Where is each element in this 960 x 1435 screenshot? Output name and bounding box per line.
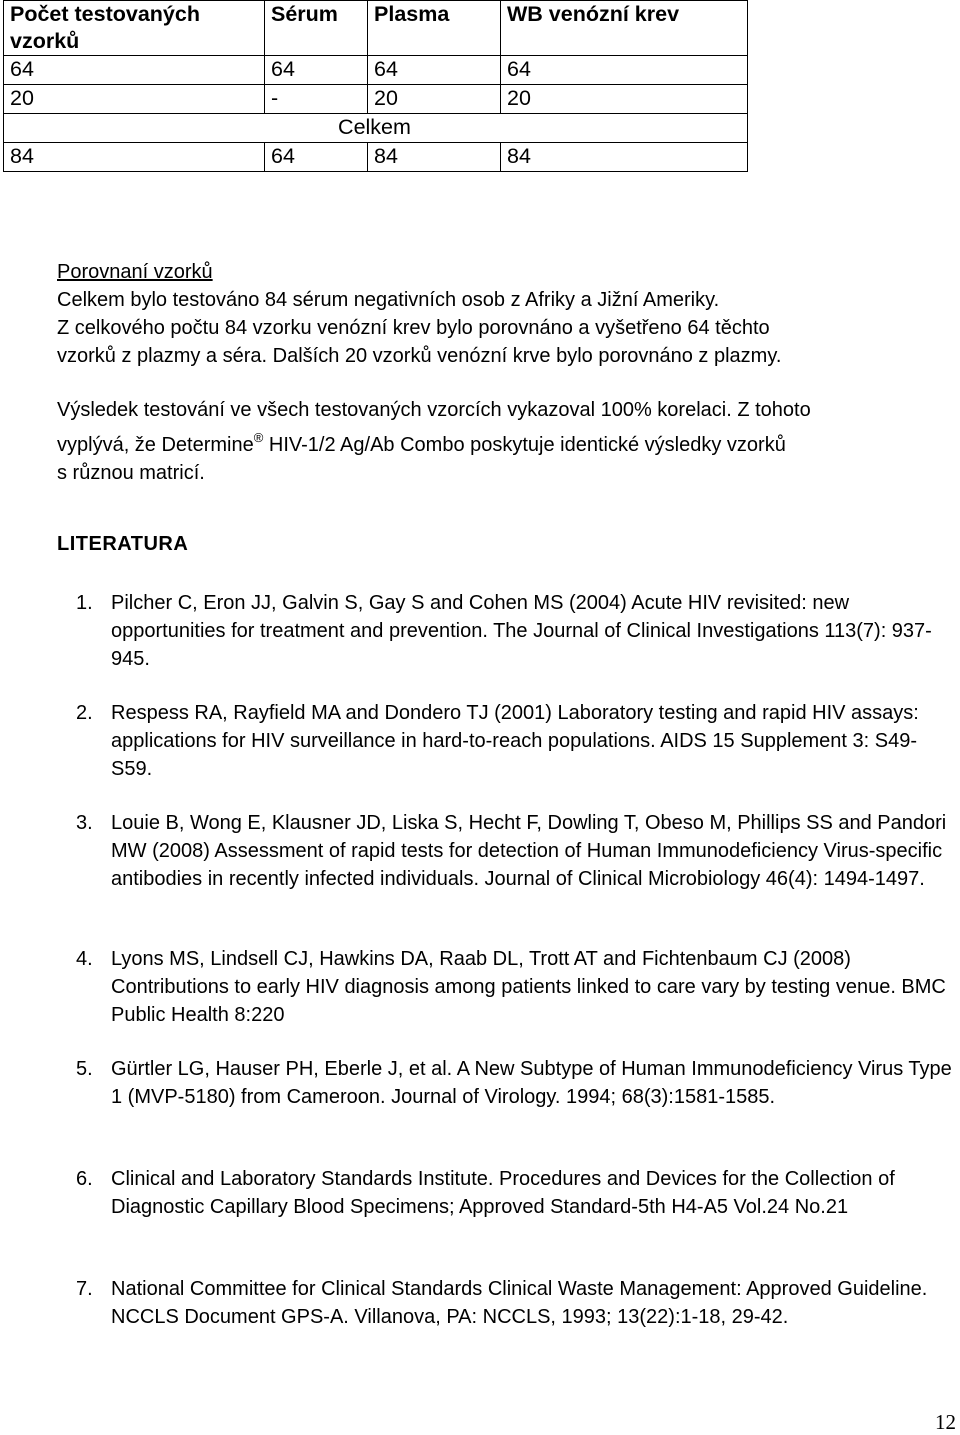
table-row	[4, 56, 748, 85]
table-cell: -	[265, 85, 368, 114]
comparison-line: Z celkového počtu 84 vzorku venózní krev bylo porovnáno a vyšetřeno 64 těchto	[57, 317, 770, 339]
reference-text: National Committee for Clinical Standards Clinical Waste Management: Approved Guideline. NCCLS Document GPS-A. Villanova, PA: NCCLS, 1993; 13(22):1-18, 29-42.	[111, 1278, 928, 1328]
table-cell: 64	[368, 56, 501, 85]
literature-heading: LITERATURA	[57, 533, 189, 555]
reference-number: 5.	[76, 1058, 93, 1080]
result-paragraph	[57, 396, 811, 487]
table-row	[4, 85, 748, 114]
reference-number: 1.	[76, 592, 93, 614]
comparison-line: vzorků z plazmy a séra. Dalších 20 vzorků venózní krve bylo porovnáno z plazmy.	[57, 345, 782, 367]
result-line-start: vyplývá, že Determine	[57, 434, 254, 456]
table-header-cell: Sérum	[265, 1, 368, 56]
table-header-cell: Počet testovaných vzorků	[4, 1, 265, 56]
table-cell: 84	[368, 143, 501, 172]
reference-text: Gürtler LG, Hauser PH, Eberle J, et al. A New Subtype of Human Immunodeficiency Virus Type 1 (MVP-5180) from Cameroon. Journal of Virology. 1994; 68(3):1581-1585.	[111, 1058, 952, 1108]
reference-text: Respess RA, Rayfield MA and Dondero TJ (2001) Laboratory testing and rapid HIV assays: applications for HIV surveillance in hard-to-reach populations. AIDS 15 Supplement 3: S49-S59.	[111, 702, 919, 780]
result-line: Výsledek testování ve všech testovaných vzorcích vykazoval 100% korelaci. Z tohoto	[57, 399, 811, 421]
table-cell: 64	[4, 56, 265, 85]
table-total-label: Celkem	[4, 114, 748, 143]
table-total-row	[4, 143, 748, 172]
reference-text: Clinical and Laboratory Standards Institute. Procedures and Devices for the Collection of Diagnostic Capillary Blood Specimens; Approved Standard-5th H4-A5 Vol.24 No.21	[111, 1168, 895, 1218]
table-total-label-row	[4, 114, 748, 143]
result-line: s různou matricí.	[57, 462, 205, 484]
table-header-cell: Plasma	[368, 1, 501, 56]
reference-number: 4.	[76, 948, 93, 970]
reference-number: 3.	[76, 812, 93, 834]
table-header-row	[4, 1, 748, 56]
table-cell: 64	[501, 56, 748, 85]
table-cell: 84	[4, 143, 265, 172]
reference-number: 6.	[76, 1168, 93, 1190]
result-line	[57, 424, 811, 459]
reference-text: Louie B, Wong E, Klausner JD, Liska S, Hecht F, Dowling T, Obeso M, Phillips SS and Pandori MW (2008) Assessment of rapid tests for detection of Human Immunodeficiency Virus-specific antibodies in recently infected individuals. Journal of Clinical Microbiology 46(4): 1494-1497.	[111, 812, 947, 890]
table-header-cell: WB venózní krev	[501, 1, 748, 56]
table-cell: 20	[501, 85, 748, 114]
registered-mark: ®	[253, 430, 264, 445]
comparison-line: Celkem bylo testováno 84 sérum negativních osob z Afriky a Jižní Ameriky.	[57, 289, 720, 311]
table-cell: 64	[265, 56, 368, 85]
table-cell: 64	[265, 143, 368, 172]
reference-number: 2.	[76, 702, 93, 724]
reference-text: Pilcher C, Eron JJ, Galvin S, Gay S and Cohen MS (2004) Acute HIV revisited: new opportunities for treatment and prevention. The Journal of Clinical Investigations 113(7): 937-945.	[111, 592, 932, 670]
reference-number: 7.	[76, 1278, 93, 1300]
comparison-title: Porovnaní vzorků	[57, 261, 213, 283]
comparison-section	[57, 258, 781, 370]
reference-text: Lyons MS, Lindsell CJ, Hawkins DA, Raab DL, Trott AT and Fichtenbaum CJ (2008) Contributions to early HIV diagnosis among patients linked to care vary by testing venue. BMC Public Health 8:220	[111, 948, 946, 1026]
samples-table	[3, 0, 748, 172]
page-number: 12	[935, 1410, 956, 1434]
table-cell: 20	[4, 85, 265, 114]
table-cell: 20	[368, 85, 501, 114]
table-cell: 84	[501, 143, 748, 172]
result-line-end: HIV-1/2 Ag/Ab Combo poskytuje identické výsledky vzorků	[263, 434, 786, 456]
